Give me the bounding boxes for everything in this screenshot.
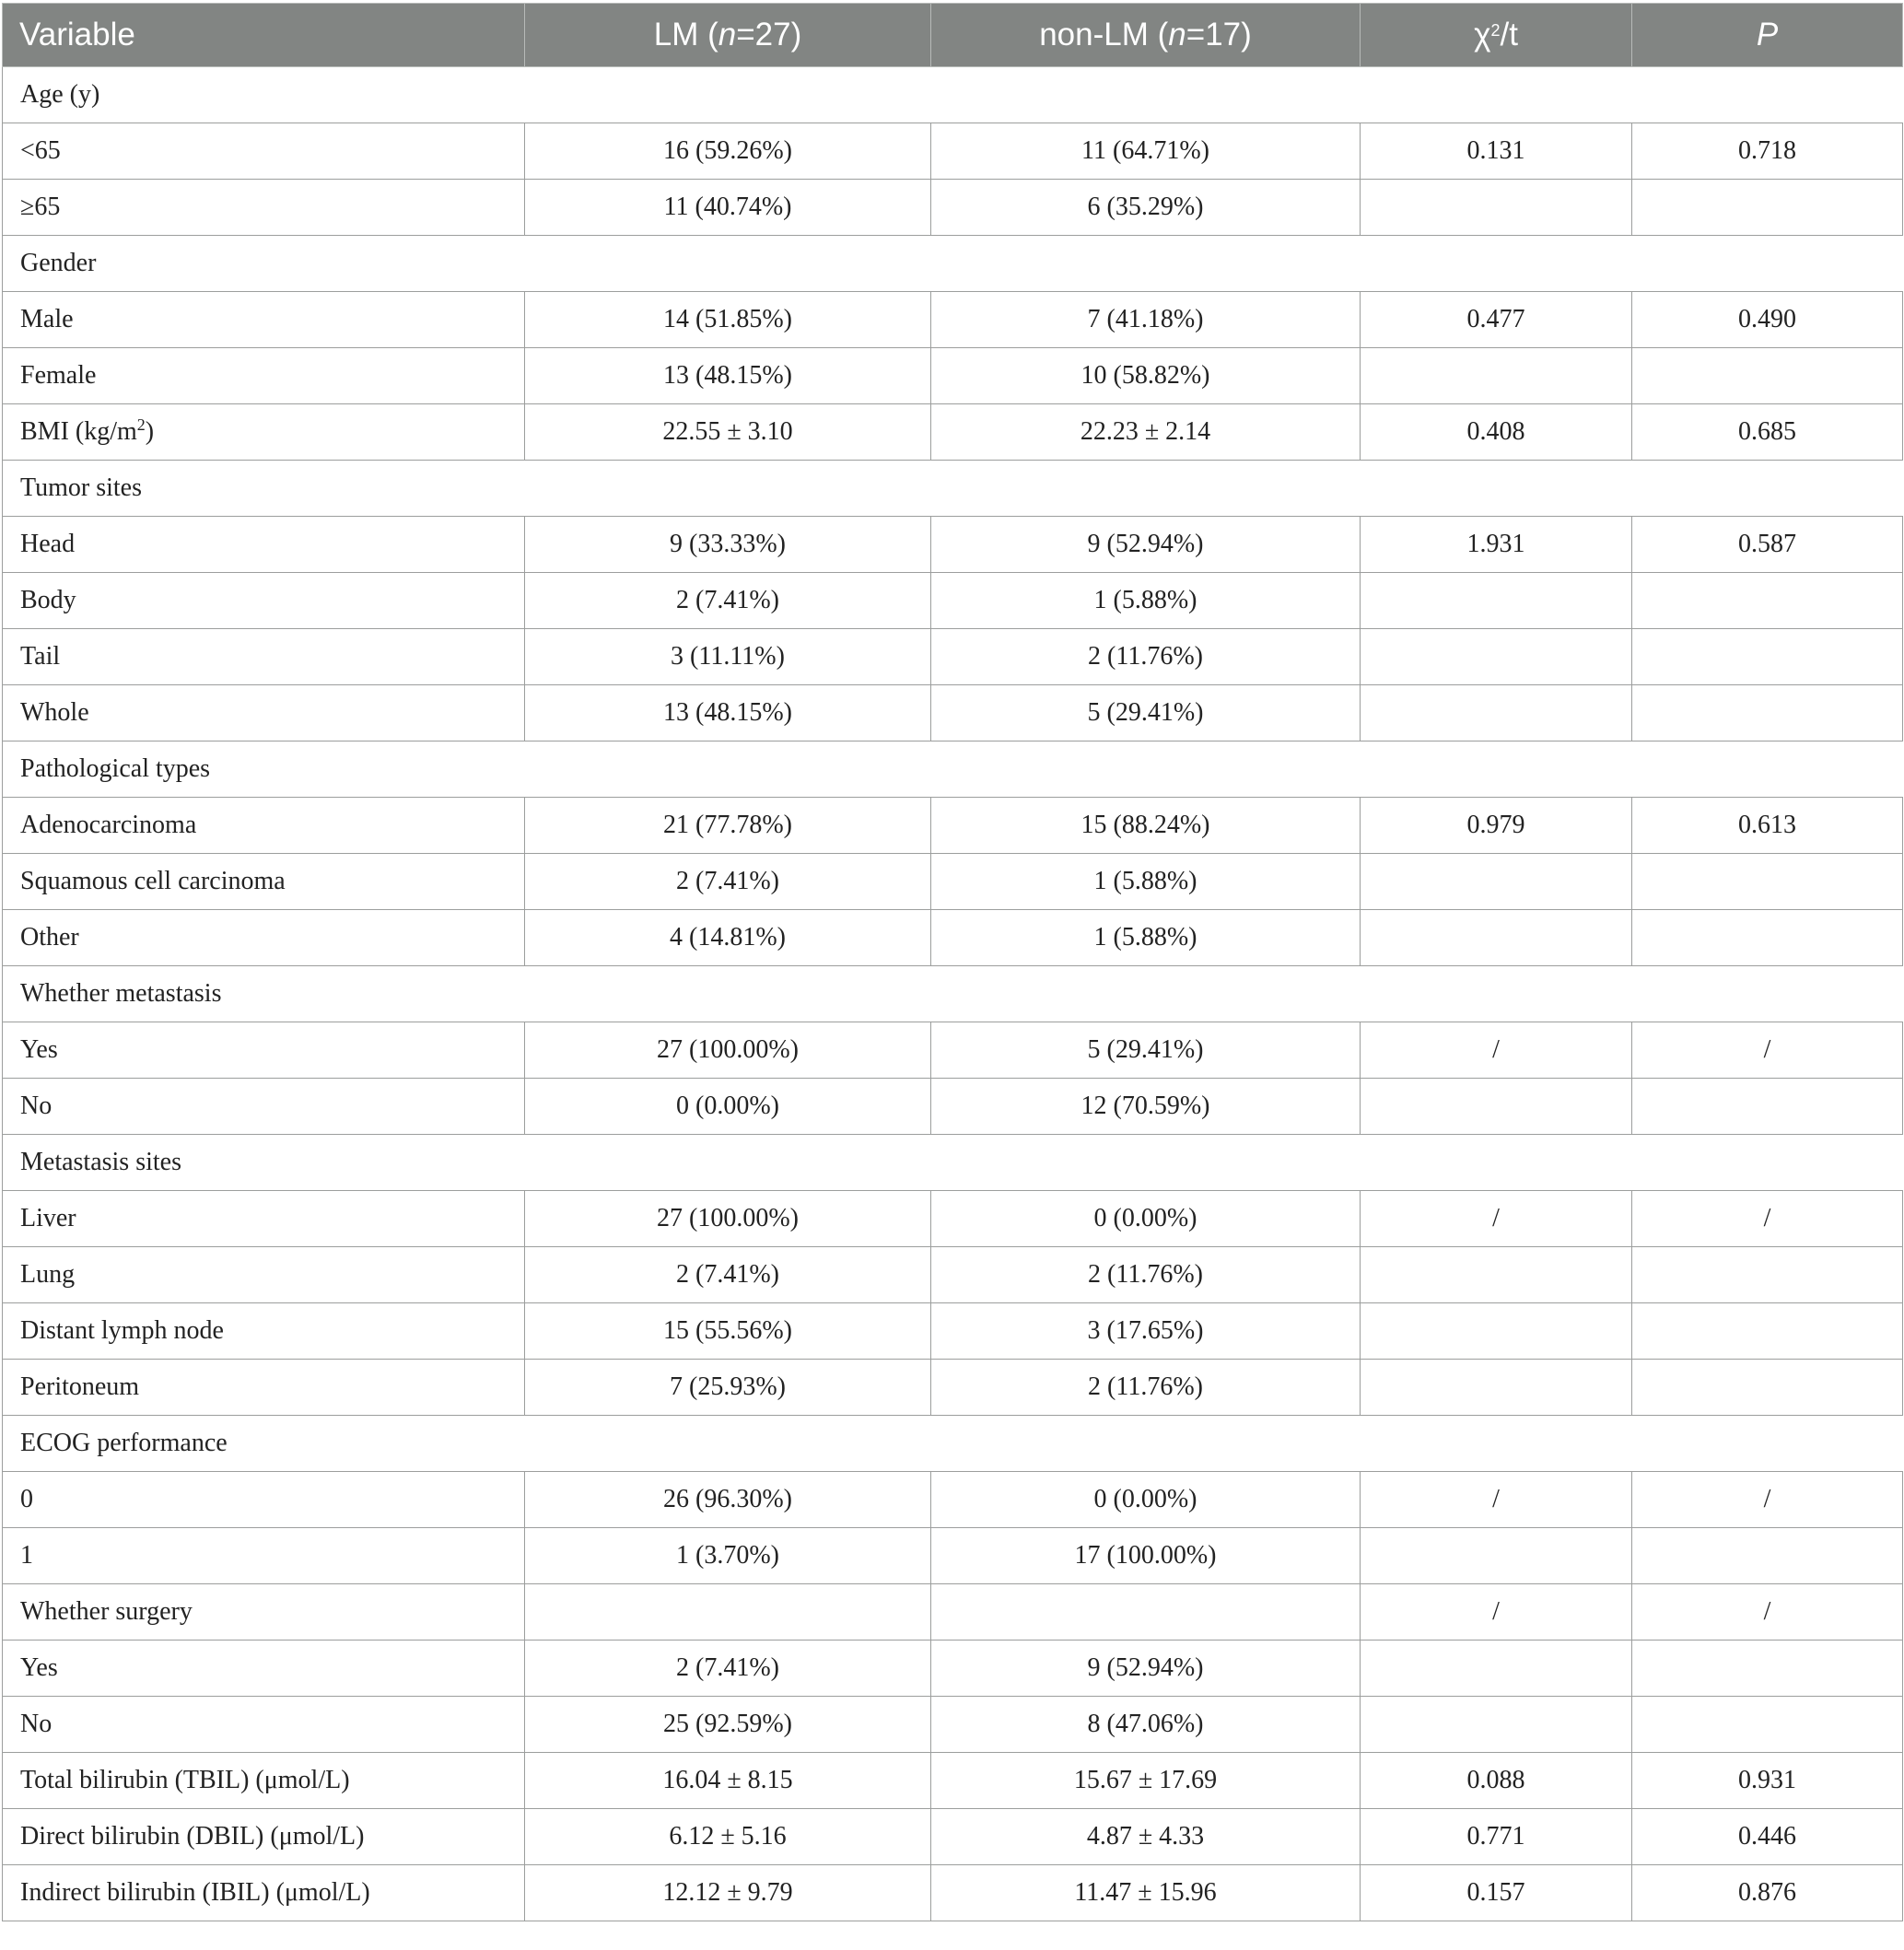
cell-stat xyxy=(1361,348,1632,404)
cell-nonlm: 15.67 ± 17.69 xyxy=(931,1753,1361,1809)
cell-p xyxy=(1632,1528,1903,1584)
row-label: Tumor sites xyxy=(3,461,1903,517)
cell-lm: 1 (3.70%) xyxy=(525,1528,931,1584)
cell-nonlm: 5 (29.41%) xyxy=(931,1022,1361,1079)
cell-p: 0.718 xyxy=(1632,123,1903,180)
cell-stat xyxy=(1361,1303,1632,1360)
row-label: Yes xyxy=(3,1641,525,1697)
row-label: 1 xyxy=(3,1528,525,1584)
cell-stat xyxy=(1361,1697,1632,1753)
cell-lm: 14 (51.85%) xyxy=(525,292,931,348)
cell-lm: 0 (0.00%) xyxy=(525,1079,931,1135)
cell-lm: 27 (100.00%) xyxy=(525,1191,931,1247)
row-label: Distant lymph node xyxy=(3,1303,525,1360)
cell-stat: 0.131 xyxy=(1361,123,1632,180)
cell-stat xyxy=(1361,1247,1632,1303)
cell-stat xyxy=(1361,685,1632,741)
row-label: Whole xyxy=(3,685,525,741)
cell-nonlm: 7 (41.18%) xyxy=(931,292,1361,348)
cell-stat: 0.771 xyxy=(1361,1809,1632,1865)
table-section-row xyxy=(3,236,1903,292)
bmi-label-sup: 2 xyxy=(136,415,146,435)
cell-nonlm: 5 (29.41%) xyxy=(931,685,1361,741)
cell-stat: 0.088 xyxy=(1361,1753,1632,1809)
cell-stat: / xyxy=(1361,1022,1632,1079)
cell-p: 0.685 xyxy=(1632,404,1903,461)
table-row xyxy=(3,123,1903,180)
table-row xyxy=(3,910,1903,966)
table-row xyxy=(3,348,1903,404)
cell-p xyxy=(1632,1360,1903,1416)
cell-p xyxy=(1632,1697,1903,1753)
header-nonlm xyxy=(931,4,1361,67)
cell-p: 0.490 xyxy=(1632,292,1903,348)
cell-p xyxy=(1632,1303,1903,1360)
table-header xyxy=(3,4,1903,67)
table-section-row xyxy=(3,966,1903,1022)
table-row xyxy=(3,854,1903,910)
cell-lm: 16 (59.26%) xyxy=(525,123,931,180)
cell-stat: 0.408 xyxy=(1361,404,1632,461)
cell-lm: 3 (11.11%) xyxy=(525,629,931,685)
row-label: Female xyxy=(3,348,525,404)
cell-lm: 16.04 ± 8.15 xyxy=(525,1753,931,1809)
header-p xyxy=(1632,4,1903,67)
row-label: Head xyxy=(3,517,525,573)
cell-p xyxy=(1632,1641,1903,1697)
table-row xyxy=(3,1865,1903,1921)
cell-lm: 13 (48.15%) xyxy=(525,685,931,741)
row-label: Whether surgery xyxy=(3,1584,525,1641)
cell-lm: 2 (7.41%) xyxy=(525,573,931,629)
header-lm-n: n xyxy=(718,17,737,53)
cell-nonlm xyxy=(931,1584,1361,1641)
header-nonlm-n: n xyxy=(1168,17,1186,53)
row-label: Tail xyxy=(3,629,525,685)
cell-stat xyxy=(1361,854,1632,910)
cell-nonlm: 9 (52.94%) xyxy=(931,517,1361,573)
row-label: No xyxy=(3,1697,525,1753)
table-row xyxy=(3,685,1903,741)
header-nonlm-suffix: =17) xyxy=(1186,17,1252,53)
table-row-bmi xyxy=(3,404,1903,461)
cell-stat: 0.477 xyxy=(1361,292,1632,348)
header-lm xyxy=(525,4,931,67)
header-stat-base: χ xyxy=(1474,17,1491,53)
cell-lm: 2 (7.41%) xyxy=(525,1247,931,1303)
cell-nonlm: 0 (0.00%) xyxy=(931,1191,1361,1247)
row-label: ECOG performance xyxy=(3,1416,1903,1472)
cell-nonlm: 10 (58.82%) xyxy=(931,348,1361,404)
cell-lm: 6.12 ± 5.16 xyxy=(525,1809,931,1865)
cell-stat xyxy=(1361,629,1632,685)
row-label: ≥65 xyxy=(3,180,525,236)
table-row xyxy=(3,1697,1903,1753)
bmi-label-pre: BMI (kg/m xyxy=(20,417,137,446)
cell-nonlm: 3 (17.65%) xyxy=(931,1303,1361,1360)
cell-lm: 2 (7.41%) xyxy=(525,1641,931,1697)
table-body xyxy=(3,67,1903,1921)
cell-p: / xyxy=(1632,1584,1903,1641)
table-row xyxy=(3,1079,1903,1135)
cell-nonlm: 2 (11.76%) xyxy=(931,1360,1361,1416)
header-stat-sup: 2 xyxy=(1490,21,1501,41)
row-label xyxy=(3,404,525,461)
cell-p xyxy=(1632,180,1903,236)
table-row xyxy=(3,1753,1903,1809)
cell-p xyxy=(1632,685,1903,741)
cell-nonlm: 17 (100.00%) xyxy=(931,1528,1361,1584)
cell-lm: 2 (7.41%) xyxy=(525,854,931,910)
cell-nonlm: 11.47 ± 15.96 xyxy=(931,1865,1361,1921)
header-lm-prefix: LM ( xyxy=(653,17,718,53)
cell-nonlm: 4.87 ± 4.33 xyxy=(931,1809,1361,1865)
row-label: 0 xyxy=(3,1472,525,1528)
cell-p xyxy=(1632,348,1903,404)
cell-p: 0.931 xyxy=(1632,1753,1903,1809)
cell-lm: 13 (48.15%) xyxy=(525,348,931,404)
table-row xyxy=(3,1472,1903,1528)
cell-p: 0.587 xyxy=(1632,517,1903,573)
cell-lm: 12.12 ± 9.79 xyxy=(525,1865,931,1921)
header-lm-suffix: =27) xyxy=(736,17,802,53)
cell-p: / xyxy=(1632,1472,1903,1528)
table-row xyxy=(3,292,1903,348)
cell-p: / xyxy=(1632,1022,1903,1079)
row-label: Lung xyxy=(3,1247,525,1303)
cell-nonlm: 15 (88.24%) xyxy=(931,798,1361,854)
cell-lm: 26 (96.30%) xyxy=(525,1472,931,1528)
cell-p xyxy=(1632,854,1903,910)
cell-stat xyxy=(1361,573,1632,629)
header-p-label: P xyxy=(1756,17,1779,53)
row-label: Gender xyxy=(3,236,1903,292)
table-row xyxy=(3,1360,1903,1416)
cell-nonlm: 2 (11.76%) xyxy=(931,629,1361,685)
cell-nonlm: 22.23 ± 2.14 xyxy=(931,404,1361,461)
cell-nonlm: 1 (5.88%) xyxy=(931,854,1361,910)
row-label: Squamous cell carcinoma xyxy=(3,854,525,910)
row-label: Peritoneum xyxy=(3,1360,525,1416)
cell-stat xyxy=(1361,910,1632,966)
cell-lm: 22.55 ± 3.10 xyxy=(525,404,931,461)
row-label: <65 xyxy=(3,123,525,180)
table-row xyxy=(3,1584,1903,1641)
table-row xyxy=(3,798,1903,854)
cell-stat xyxy=(1361,1079,1632,1135)
cell-p xyxy=(1632,1079,1903,1135)
row-label: Yes xyxy=(3,1022,525,1079)
header-row xyxy=(3,4,1903,67)
table-row xyxy=(3,629,1903,685)
cell-p xyxy=(1632,910,1903,966)
row-label: Male xyxy=(3,292,525,348)
cell-nonlm: 2 (11.76%) xyxy=(931,1247,1361,1303)
cell-nonlm: 11 (64.71%) xyxy=(931,123,1361,180)
table-row xyxy=(3,1641,1903,1697)
table-row xyxy=(3,517,1903,573)
bmi-label-post: ) xyxy=(145,417,155,446)
table-row xyxy=(3,1022,1903,1079)
row-label: Age (y) xyxy=(3,67,1903,123)
cell-nonlm: 0 (0.00%) xyxy=(931,1472,1361,1528)
cell-stat xyxy=(1361,1641,1632,1697)
table-row xyxy=(3,573,1903,629)
cell-p: 0.613 xyxy=(1632,798,1903,854)
cell-stat xyxy=(1361,1360,1632,1416)
table-section-row xyxy=(3,1135,1903,1191)
table-section-row xyxy=(3,1416,1903,1472)
cell-stat: 1.931 xyxy=(1361,517,1632,573)
cell-stat: 0.157 xyxy=(1361,1865,1632,1921)
header-nonlm-prefix: non-LM ( xyxy=(1039,17,1169,53)
row-label: Other xyxy=(3,910,525,966)
cell-lm: 11 (40.74%) xyxy=(525,180,931,236)
cell-lm: 21 (77.78%) xyxy=(525,798,931,854)
cell-nonlm: 6 (35.29%) xyxy=(931,180,1361,236)
cell-p: / xyxy=(1632,1191,1903,1247)
cell-stat: 0.979 xyxy=(1361,798,1632,854)
row-label: Body xyxy=(3,573,525,629)
table-row xyxy=(3,1191,1903,1247)
row-label: Adenocarcinoma xyxy=(3,798,525,854)
cell-p: 0.446 xyxy=(1632,1809,1903,1865)
cell-lm: 7 (25.93%) xyxy=(525,1360,931,1416)
row-label: Whether metastasis xyxy=(3,966,1903,1022)
cell-stat xyxy=(1361,180,1632,236)
row-label: Liver xyxy=(3,1191,525,1247)
cell-nonlm: 1 (5.88%) xyxy=(931,573,1361,629)
cell-p xyxy=(1632,1247,1903,1303)
table-row xyxy=(3,1809,1903,1865)
cell-p xyxy=(1632,573,1903,629)
row-label: Pathological types xyxy=(3,741,1903,798)
cell-nonlm: 1 (5.88%) xyxy=(931,910,1361,966)
cell-p: 0.876 xyxy=(1632,1865,1903,1921)
cell-stat: / xyxy=(1361,1584,1632,1641)
cell-lm xyxy=(525,1584,931,1641)
cell-lm: 15 (55.56%) xyxy=(525,1303,931,1360)
cell-lm: 4 (14.81%) xyxy=(525,910,931,966)
row-label: Indirect bilirubin (IBIL) (μmol/L) xyxy=(3,1865,525,1921)
row-label: No xyxy=(3,1079,525,1135)
cell-nonlm: 8 (47.06%) xyxy=(931,1697,1361,1753)
characteristics-table xyxy=(2,3,1903,1921)
row-label: Metastasis sites xyxy=(3,1135,1903,1191)
table-section-row xyxy=(3,67,1903,123)
header-stat-tail: /t xyxy=(1500,17,1518,53)
row-label: Direct bilirubin (DBIL) (μmol/L) xyxy=(3,1809,525,1865)
header-stat xyxy=(1361,4,1632,67)
table-row xyxy=(3,1528,1903,1584)
cell-p xyxy=(1632,629,1903,685)
table-row xyxy=(3,180,1903,236)
cell-nonlm: 12 (70.59%) xyxy=(931,1079,1361,1135)
header-variable: Variable xyxy=(3,4,525,67)
cell-lm: 27 (100.00%) xyxy=(525,1022,931,1079)
cell-stat xyxy=(1361,1528,1632,1584)
table-section-row xyxy=(3,741,1903,798)
table-section-row xyxy=(3,461,1903,517)
table-row xyxy=(3,1303,1903,1360)
row-label: Total bilirubin (TBIL) (μmol/L) xyxy=(3,1753,525,1809)
table-row xyxy=(3,1247,1903,1303)
cell-lm: 9 (33.33%) xyxy=(525,517,931,573)
cell-nonlm: 9 (52.94%) xyxy=(931,1641,1361,1697)
cell-stat: / xyxy=(1361,1191,1632,1247)
cell-lm: 25 (92.59%) xyxy=(525,1697,931,1753)
cell-stat: / xyxy=(1361,1472,1632,1528)
